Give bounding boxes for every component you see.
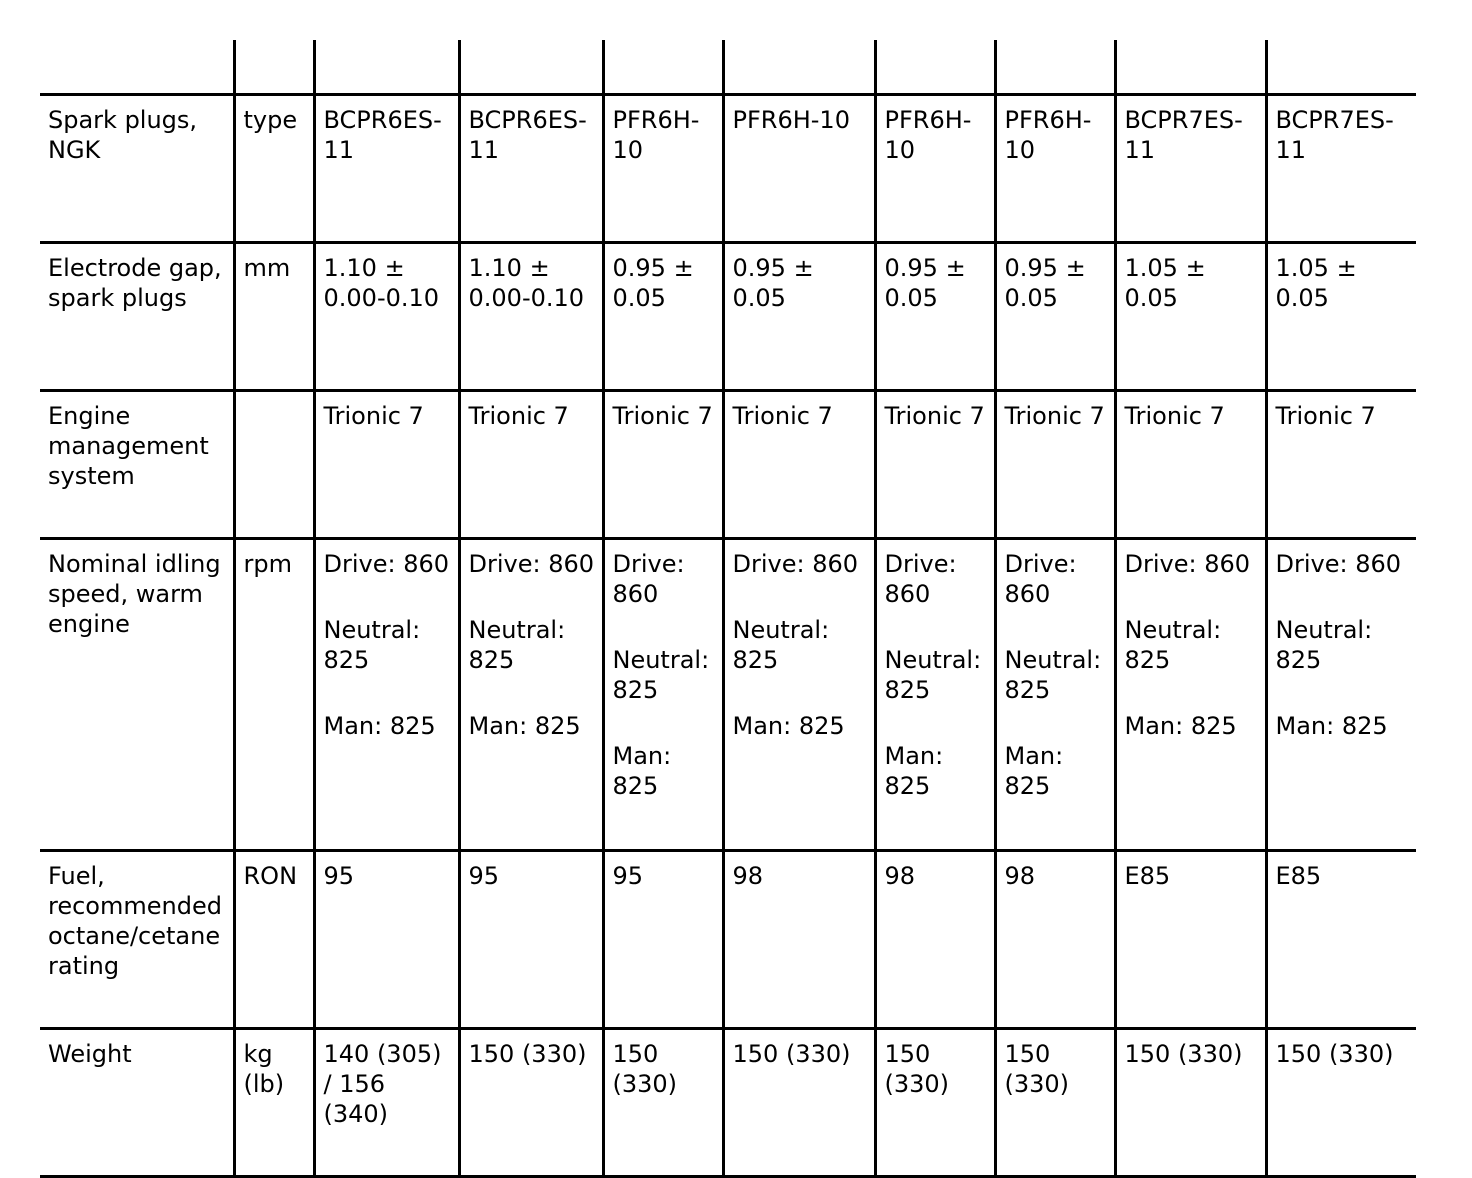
unit-cell (234, 1029, 314, 1177)
row-label-cell (40, 95, 234, 243)
specifications-table (40, 40, 1416, 1178)
value-cell (459, 391, 603, 539)
cell-text: E85 (1275, 862, 1322, 890)
value-cell (995, 539, 1115, 851)
empty-cell (723, 40, 875, 95)
empty-cell (314, 40, 459, 95)
value-cell (603, 851, 723, 1029)
cell-text: E85 (1124, 862, 1171, 890)
cell-text: PFR6H-10 (732, 106, 850, 134)
value-cell (1115, 391, 1266, 539)
cell-content (997, 852, 1114, 891)
value-cell (603, 95, 723, 243)
cell-text: Trionic 7 (884, 402, 985, 430)
cell-text: 98 (732, 862, 764, 890)
cell-text: BCPR7ES-11 (1124, 106, 1243, 164)
cell-content (1117, 1030, 1265, 1069)
value-cell (995, 851, 1115, 1029)
cell-text: 150 (330) (884, 1040, 950, 1098)
value-cell (1266, 539, 1416, 851)
cell-content (605, 244, 722, 313)
table-body (40, 40, 1416, 1177)
value-cell (603, 391, 723, 539)
cell-content (461, 852, 602, 891)
cell-text: Drive: 860 (323, 550, 450, 578)
cell-content (236, 852, 313, 891)
value-cell (603, 243, 723, 391)
empty-cell (1266, 40, 1416, 95)
cell-text: Trionic 7 (732, 402, 833, 430)
cell-content (316, 1030, 458, 1129)
value-cell (723, 539, 875, 851)
cell-content (40, 392, 233, 491)
value-cell (1115, 1029, 1266, 1177)
cell-text: Drive: 860 (884, 550, 957, 608)
cell-content (461, 96, 602, 165)
cell-text: 1.05 ± 0.05 (1124, 254, 1206, 312)
value-cell (995, 391, 1115, 539)
cell-text: Neutral: 825 (884, 646, 982, 704)
cell-text: Drive: 860 (612, 550, 685, 608)
value-cell (603, 539, 723, 851)
row-label-cell (40, 851, 234, 1029)
cell-text: BCPR7ES-11 (1275, 106, 1394, 164)
table-row (40, 95, 1416, 243)
value-cell (314, 391, 459, 539)
unit-cell (234, 95, 314, 243)
cell-text: Man: 825 (612, 742, 672, 800)
empty-cell (995, 40, 1115, 95)
cell-text: 98 (884, 862, 916, 890)
cell-content (316, 96, 458, 165)
cell-text: Trionic 7 (1275, 402, 1376, 430)
value-cell (875, 95, 995, 243)
cell-content (1268, 852, 1417, 891)
cell-text: 0.95 ± 0.05 (732, 254, 814, 312)
cell-text: 98 (1004, 862, 1036, 890)
cell-text: 95 (468, 862, 500, 890)
cell-content (40, 96, 233, 165)
unit-cell (234, 391, 314, 539)
cell-text: BCPR6ES-11 (323, 106, 442, 164)
empty-cell (40, 40, 234, 95)
cell-text: 95 (323, 862, 355, 890)
cell-text: 150 (330) (612, 1040, 678, 1098)
cell-text: Neutral: 825 (612, 646, 710, 704)
value-cell (1115, 95, 1266, 243)
value-cell (875, 243, 995, 391)
cell-text: Neutral: 825 (1124, 616, 1222, 674)
cell-text: Man: 825 (1004, 742, 1064, 800)
cell-content (997, 1030, 1114, 1099)
value-cell (723, 243, 875, 391)
empty-cell (459, 40, 603, 95)
cell-text: rpm (243, 550, 292, 578)
cell-content (725, 244, 874, 313)
cell-content (461, 392, 602, 431)
cell-content (461, 540, 602, 741)
table-row (40, 539, 1416, 851)
row-label-cell (40, 391, 234, 539)
value-cell (1115, 243, 1266, 391)
cell-text: BCPR6ES-11 (468, 106, 587, 164)
cell-text: Fuel, recommended octane/cetane rating (48, 862, 222, 980)
cell-text: Man: 825 (1124, 712, 1237, 740)
value-cell (1266, 391, 1416, 539)
cell-text: Trionic 7 (323, 402, 424, 430)
cell-text: Neutral: 825 (1275, 616, 1373, 674)
value-cell (1266, 243, 1416, 391)
cell-content (316, 852, 458, 891)
cell-text: type (243, 106, 298, 134)
cell-text: 150 (330) (1124, 1040, 1243, 1068)
cell-content (236, 96, 313, 135)
cell-content (40, 244, 233, 313)
row-label-cell (40, 243, 234, 391)
value-cell (459, 1029, 603, 1177)
cell-content (877, 392, 994, 431)
cell-content (316, 392, 458, 431)
value-cell (1115, 539, 1266, 851)
table-row (40, 1029, 1416, 1177)
cell-content (605, 96, 722, 165)
cell-content (461, 244, 602, 313)
cell-content (40, 540, 233, 639)
cell-content (877, 1030, 994, 1099)
cell-text: kg (lb) (243, 1040, 285, 1098)
table-top-row (40, 40, 1416, 95)
cell-text: Neutral: 825 (468, 616, 566, 674)
value-cell (995, 1029, 1115, 1177)
cell-content (316, 244, 458, 313)
cell-text: 95 (612, 862, 644, 890)
cell-text: Spark plugs, NGK (48, 106, 198, 164)
cell-text: 0.95 ± 0.05 (1004, 254, 1086, 312)
value-cell (459, 539, 603, 851)
cell-text: PFR6H-10 (1004, 106, 1092, 164)
cell-text: mm (243, 254, 291, 282)
cell-text: Trionic 7 (612, 402, 713, 430)
cell-text: 140 (305) / 156 (340) (323, 1040, 442, 1128)
value-cell (603, 1029, 723, 1177)
cell-content (1268, 244, 1417, 313)
row-label-cell (40, 539, 234, 851)
cell-text: Neutral: 825 (1004, 646, 1102, 704)
cell-text: Drive: 860 (1124, 550, 1251, 578)
cell-text: Drive: 860 (732, 550, 859, 578)
cell-text: 1.10 ± 0.00-0.10 (468, 254, 585, 312)
table-row (40, 851, 1416, 1029)
cell-content (236, 540, 313, 579)
value-cell (995, 95, 1115, 243)
cell-text: Nominal idling speed, warm engine (48, 550, 221, 638)
cell-content (1268, 392, 1417, 431)
cell-content (1117, 392, 1265, 431)
value-cell (723, 1029, 875, 1177)
cell-text: Electrode gap, spark plugs (48, 254, 222, 312)
cell-content (236, 1030, 313, 1099)
cell-content (997, 96, 1114, 165)
row-label-cell (40, 1029, 234, 1177)
cell-content (725, 852, 874, 891)
cell-text: Man: 825 (323, 712, 436, 740)
cell-text: 0.95 ± 0.05 (884, 254, 966, 312)
cell-content (997, 540, 1114, 801)
cell-text: Trionic 7 (1124, 402, 1225, 430)
cell-content (40, 852, 233, 981)
value-cell (875, 1029, 995, 1177)
cell-content (1117, 244, 1265, 313)
cell-content (605, 392, 722, 431)
value-cell (723, 851, 875, 1029)
cell-content (1268, 96, 1417, 165)
cell-text: 150 (330) (468, 1040, 587, 1068)
value-cell (995, 243, 1115, 391)
cell-text: Trionic 7 (1004, 402, 1105, 430)
cell-content (1117, 852, 1265, 891)
cell-text: Neutral: 825 (323, 616, 421, 674)
unit-cell (234, 851, 314, 1029)
value-cell (1115, 851, 1266, 1029)
cell-text: Man: 825 (884, 742, 944, 800)
value-cell (875, 851, 995, 1029)
cell-content (997, 392, 1114, 431)
unit-cell (234, 243, 314, 391)
value-cell (1266, 95, 1416, 243)
value-cell (723, 391, 875, 539)
cell-content (461, 1030, 602, 1069)
cell-text: RON (243, 862, 298, 890)
value-cell (459, 851, 603, 1029)
unit-cell (234, 539, 314, 851)
empty-cell (1115, 40, 1266, 95)
cell-content (877, 244, 994, 313)
cell-text: PFR6H-10 (884, 106, 972, 164)
cell-content (316, 540, 458, 741)
cell-text: 1.05 ± 0.05 (1275, 254, 1357, 312)
value-cell (875, 391, 995, 539)
cell-text: 0.95 ± 0.05 (612, 254, 694, 312)
cell-text: Drive: 860 (1004, 550, 1077, 608)
cell-text: 150 (330) (1275, 1040, 1394, 1068)
cell-content (605, 852, 722, 891)
value-cell (314, 1029, 459, 1177)
value-cell (459, 243, 603, 391)
cell-content (1268, 540, 1417, 741)
value-cell (314, 539, 459, 851)
cell-content (725, 96, 874, 135)
cell-content (725, 1030, 874, 1069)
cell-text: Man: 825 (468, 712, 581, 740)
value-cell (1266, 1029, 1416, 1177)
value-cell (1266, 851, 1416, 1029)
cell-content (725, 392, 874, 431)
value-cell (723, 95, 875, 243)
empty-cell (603, 40, 723, 95)
value-cell (875, 539, 995, 851)
cell-text: Trionic 7 (468, 402, 569, 430)
cell-text: Man: 825 (732, 712, 845, 740)
cell-text: 150 (330) (732, 1040, 851, 1068)
cell-content (877, 852, 994, 891)
cell-content (1268, 1030, 1417, 1069)
cell-content (605, 1030, 722, 1099)
cell-text: PFR6H-10 (612, 106, 700, 164)
cell-content (725, 540, 874, 741)
cell-text: Engine management system (48, 402, 209, 490)
cell-text: Drive: 860 (468, 550, 595, 578)
value-cell (314, 95, 459, 243)
cell-content (877, 96, 994, 165)
cell-content (1117, 96, 1265, 165)
cell-content (605, 540, 722, 801)
empty-cell (875, 40, 995, 95)
table-row (40, 391, 1416, 539)
cell-text: 1.10 ± 0.00-0.10 (323, 254, 440, 312)
value-cell (459, 95, 603, 243)
cell-content (236, 244, 313, 283)
table-row (40, 243, 1416, 391)
cell-text: 150 (330) (1004, 1040, 1070, 1098)
value-cell (314, 243, 459, 391)
cell-text: Neutral: 825 (732, 616, 830, 674)
cell-content (997, 244, 1114, 313)
cell-text: Man: 825 (1275, 712, 1388, 740)
cell-text: Weight (48, 1040, 132, 1068)
value-cell (314, 851, 459, 1029)
cell-content (877, 540, 994, 801)
cell-content (236, 392, 313, 401)
cell-text: Drive: 860 (1275, 550, 1402, 578)
cell-content (1117, 540, 1265, 741)
empty-cell (234, 40, 314, 95)
cell-content (40, 1030, 233, 1069)
